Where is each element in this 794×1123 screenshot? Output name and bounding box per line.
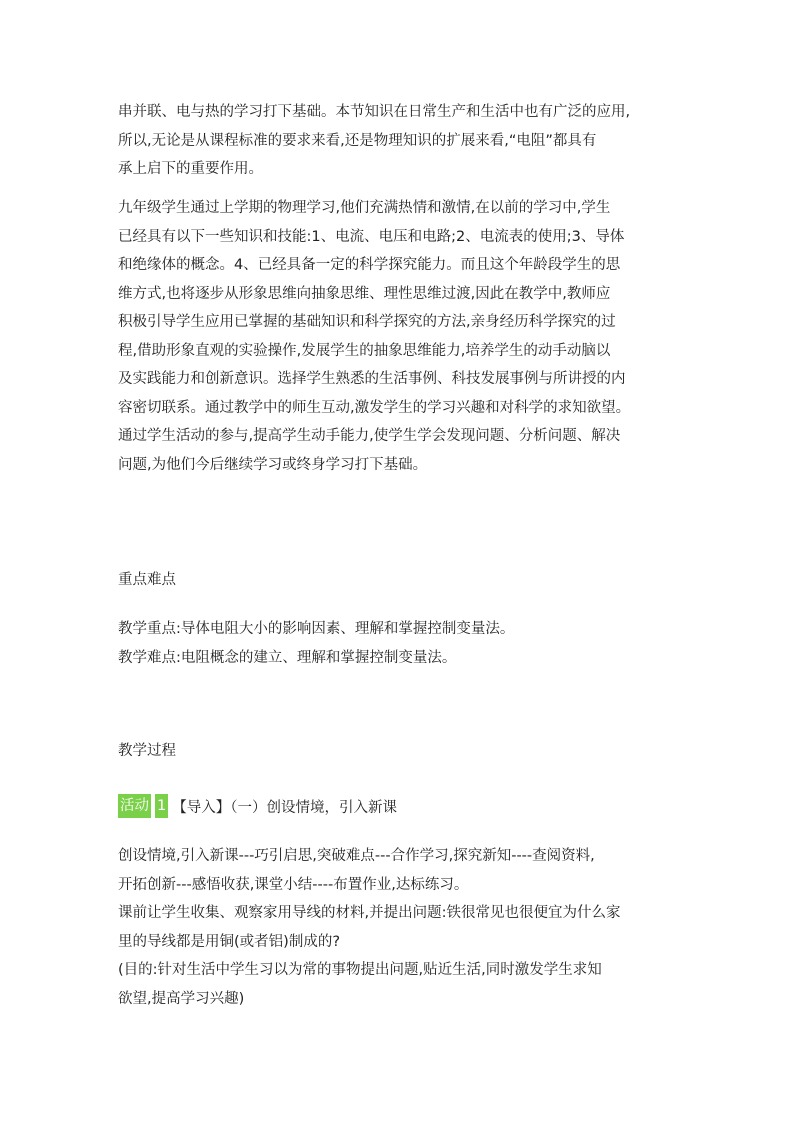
intro-line: 承上启下的重要作用。 <box>118 161 263 177</box>
intro-line: 串并联、电与热的学习打下基础。本节知识在日常生产和生活中也有广泛的应用, <box>118 104 631 120</box>
students-line: 已经具有以下一些知识和技能:1、电流、电压和电路;2、电流表的使用;3、导体 <box>118 228 625 245</box>
process-line: 里的导线都是用铜(或者铝)制成的? <box>118 933 341 950</box>
students-line: 积极引导学生应用已掌握的基础知识和科学探究的方法,亲身经历科学探究的过 <box>118 314 616 330</box>
students-line: 程,借助形象直观的实验操作,发展学生的抽象思维能力,培养学生的动手动脑以 <box>118 342 611 359</box>
intro-paragraph <box>118 98 678 184</box>
students-line: 问题,为他们今后继续学习或终身学习打下基础。 <box>118 456 428 473</box>
process-line: 创设情境,引入新课---巧引启思,突破难点---合作学习,探究新知----查阅资料, <box>118 848 595 864</box>
key-points-heading: 重点难点 <box>118 572 176 588</box>
process-line: 欲望,提高学习兴趣) <box>118 990 245 1007</box>
intro-line: 所以,无论是从课程标准的要求来看,还是物理知识的扩展来看,“电阻”都具有 <box>118 132 597 149</box>
process-heading: 教学过程 <box>118 743 176 759</box>
process-paragraph <box>118 842 678 1013</box>
process-line: 课前让学生收集、观察家用导线的材料,并提出问题:铁很常见也很便宜为什么家 <box>118 905 621 921</box>
process-line: 开拓创新---感悟收获,课堂小结----布置作业,达标练习。 <box>118 876 469 893</box>
activity-number: 1 <box>155 794 168 818</box>
process-line: (目的:针对生活中学生习以为常的事物提出问题,贴近生活,同时激发学生求知 <box>118 962 602 978</box>
key-points-list <box>118 615 514 672</box>
students-line: 通过学生活动的参与,提高学生动手能力,使学生学会发现问题、分析问题、解决 <box>118 428 621 444</box>
activity-title: 【导入】（一）创设情境，引入新课 <box>172 799 397 816</box>
teaching-focus: 教学重点:导体电阻大小的影响因素、理解和掌握控制变量法。 <box>118 621 515 637</box>
students-line: 维方式,也将逐步从形象思维向抽象思维、理性思维过渡,因此在教学中,教师应 <box>118 285 611 302</box>
activity-tag: 活动 <box>118 794 151 818</box>
students-line: 和绝缘体的概念。4、已经具备一定的科学探究能力。而且这个年龄段学生的思 <box>118 257 621 273</box>
students-paragraph <box>118 194 678 479</box>
students-line: 及实践能力和创新意识。选择学生熟悉的生活事例、科技发展事例与所讲授的内 <box>118 371 626 387</box>
students-line: 容密切联系。通过教学中的师生互动,激发学生的学习兴趣和对科学的求知欲望。 <box>118 399 631 416</box>
teaching-difficulty: 教学难点:电阻概念的建立、理解和掌握控制变量法。 <box>118 649 457 666</box>
activity-header <box>118 793 397 819</box>
students-line: 九年级学生通过上学期的物理学习,他们充满热情和激情,在以前的学习中,学生 <box>118 200 611 216</box>
